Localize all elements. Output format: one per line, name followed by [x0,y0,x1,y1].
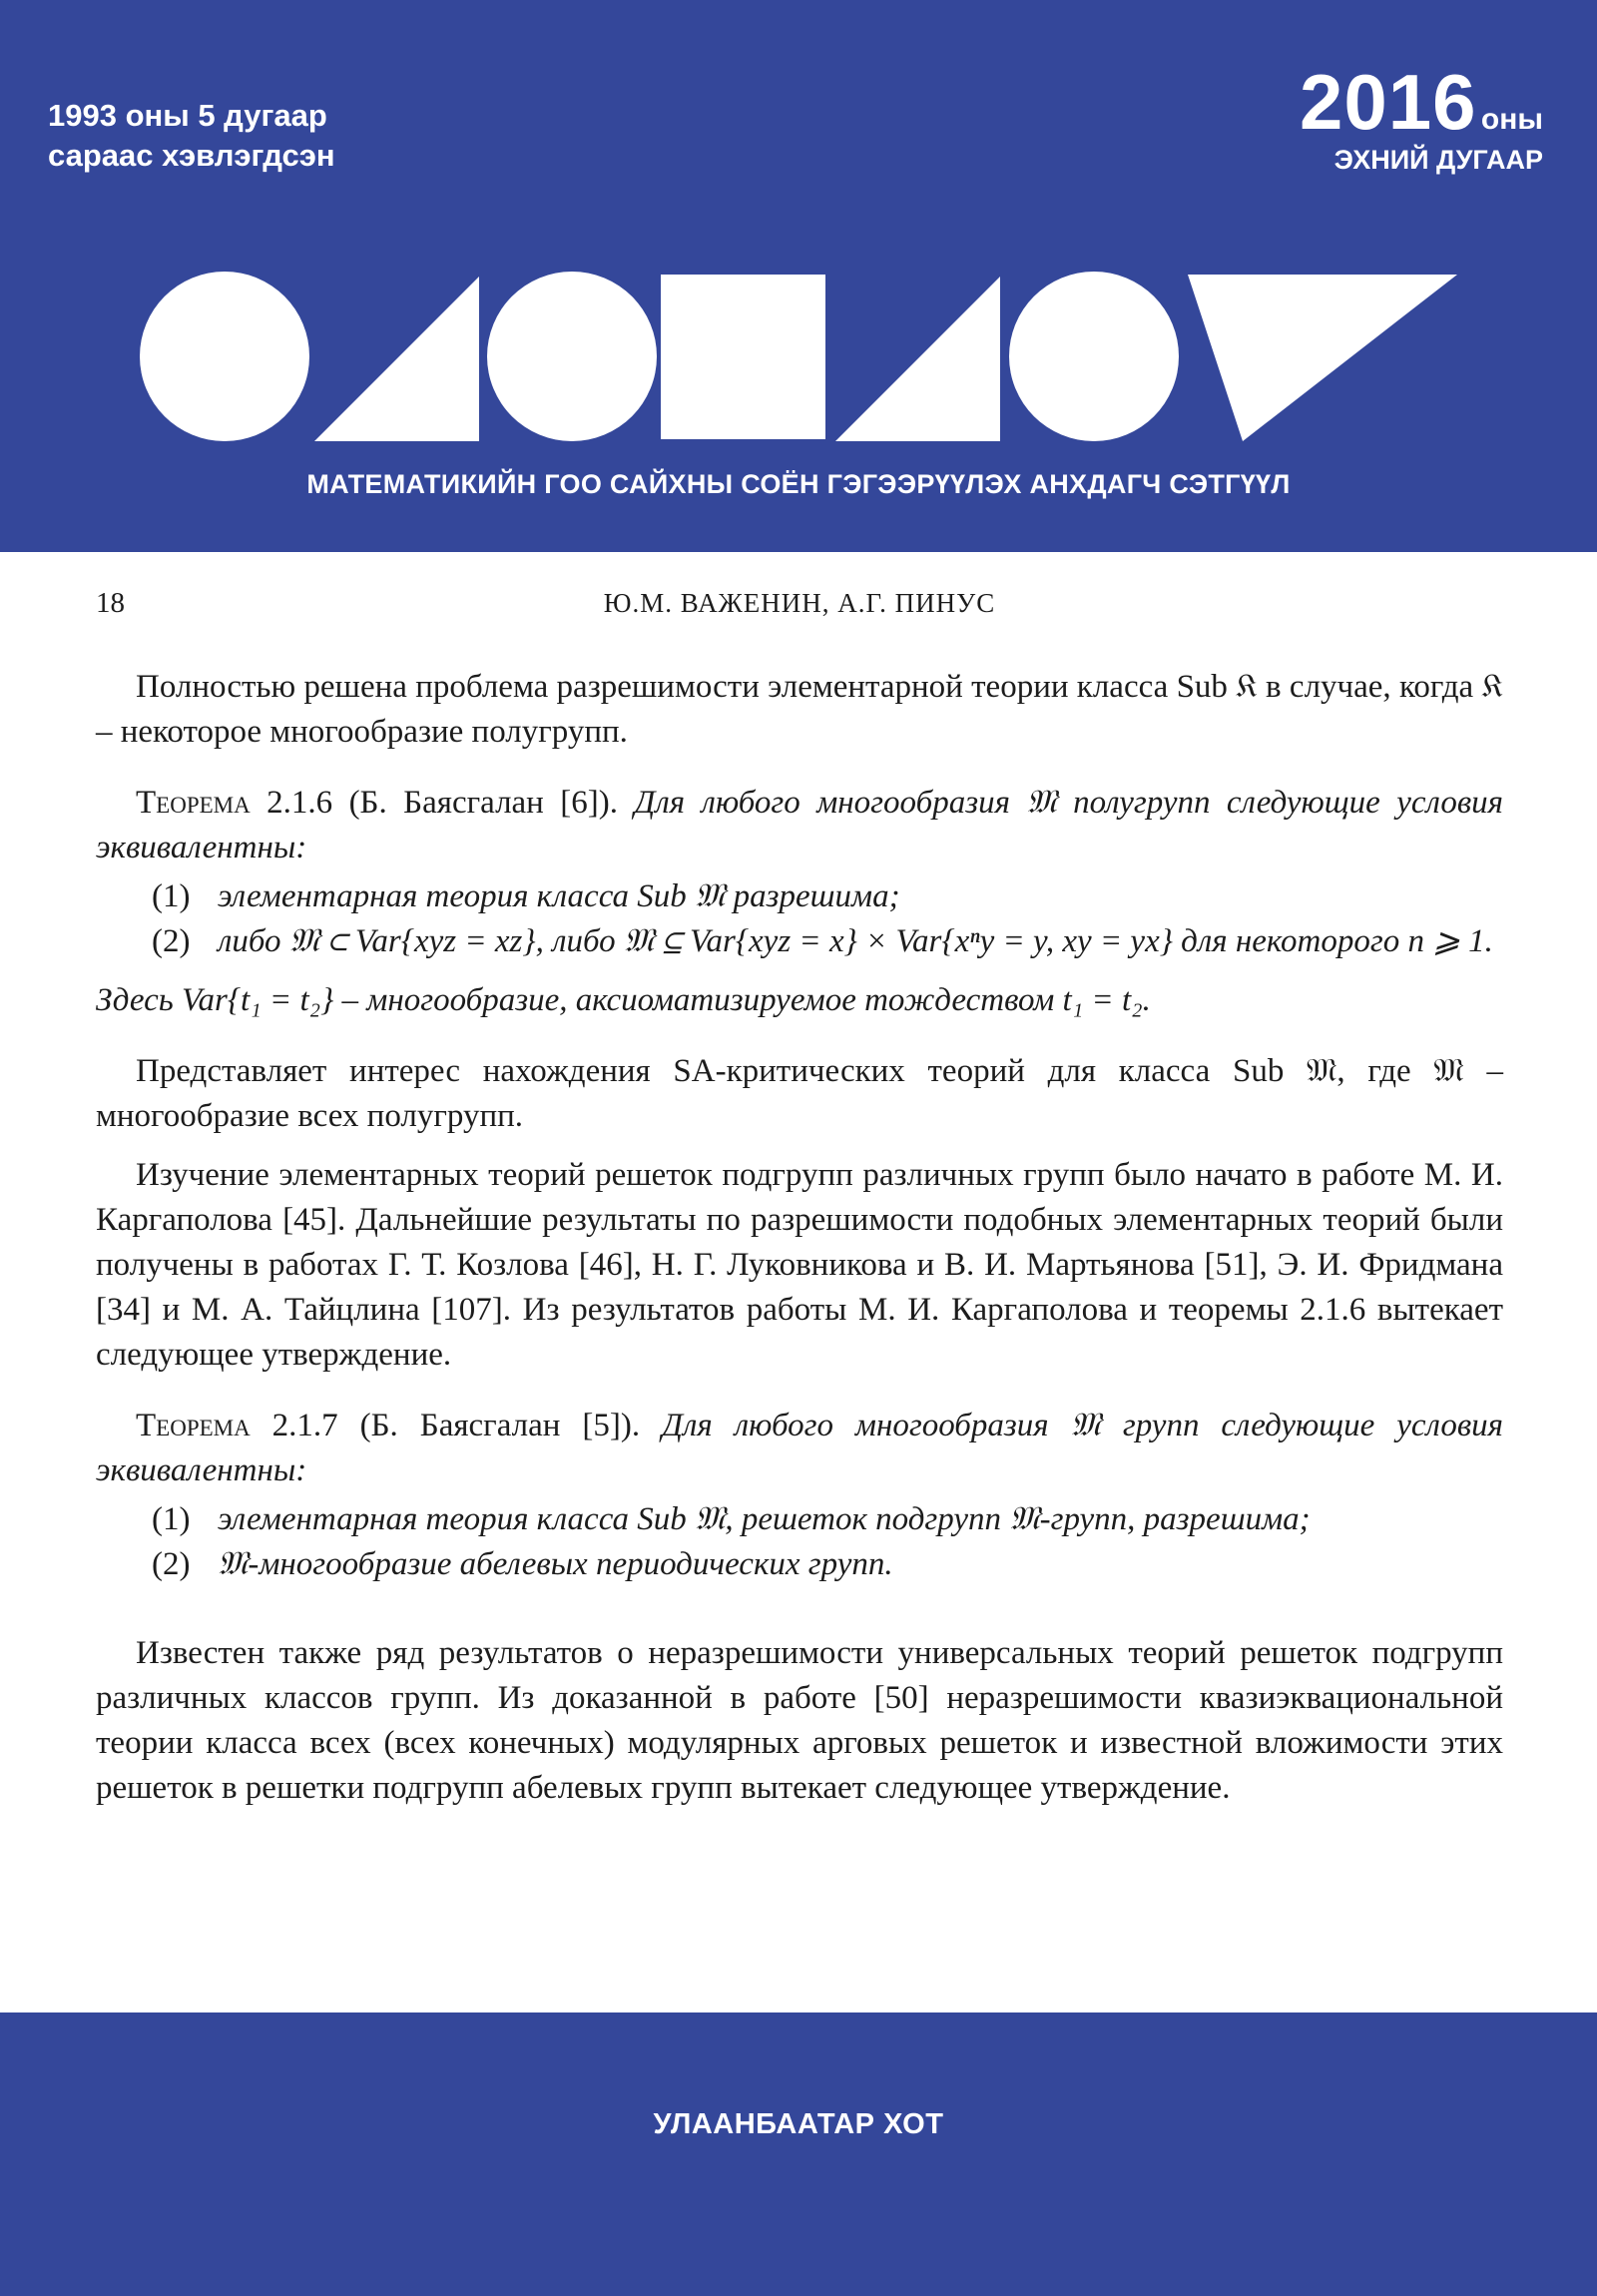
logo-triangle-icon [314,277,479,441]
logo-circle-icon [140,272,309,441]
theorem-label: Теорема 2.1.7 [136,1408,338,1443]
issue-info [1299,58,1543,178]
item-text: элементарная теория класса Sub 𝔐 разрешима; [218,878,900,914]
item-text: элементарная теория класса Sub 𝔐, решеток подгрупп 𝔐-групп, разрешима; [218,1501,1311,1537]
list-item [152,874,1503,919]
paragraph-4: Известен также ряд результатов о неразрешимости универсальных теорий решеток подгрупп различных классов групп. Из доказанной в работе [50] неразрешимости квазиэквациональной теории класса всех (всех конечных) модулярных арговых решеток и известной вложимости этих решеток в решетки подгрупп абелевых групп вытекает следующее утверждение. [96,1635,1503,1806]
publication-city: УЛААНБААТАР ХОТ [653,2108,944,2140]
paragraph-2: Представляет интерес нахождения SA-критических теорий для класса Sub 𝔐, где 𝔐 – многообразие всех полугрупп. [96,1053,1503,1134]
publication-since [48,96,335,176]
logo-circle-icon [1009,272,1179,441]
page-content [96,559,1503,1811]
page-number: 18 [96,587,125,619]
item-number: (2) [152,923,191,959]
list-item [152,1497,1503,1542]
theorem-source: (Б. Баясгалан [6]). [332,785,635,821]
theorem-2-1-7-conditions [152,1497,1503,1587]
logo-triangle-icon [835,277,1000,441]
theorem-2-1-6 [96,781,1503,870]
theorem-note: Здесь Var{t₁ = t₂} – многообразие, аксиоматизируемое тождеством t₁ = t₂. [96,982,1151,1018]
since-line-2: сараас хэвлэгдсэн [48,138,335,173]
cover-footer-band [0,2012,1597,2296]
theorem-2-1-7 [96,1404,1503,1493]
issue-year: 2016 [1299,58,1477,146]
item-number: (1) [152,878,191,914]
list-item [152,919,1503,964]
journal-logo [140,272,1457,446]
theorem-label: Теорема 2.1.6 [136,785,333,821]
item-number: (2) [152,1546,191,1582]
theorem-source: (Б. Баясгалан [5]). [337,1408,663,1443]
item-text: либо 𝔐 ⊂ Var{xyz = xz}, либо 𝔐 ⊆ Var{xyz = x} × Var{xⁿy = y, xy = yx} для некоторого n ⩾ 1. [218,923,1493,959]
running-head-authors: Ю.М. ВАЖЕНИН, А.Г. ПИНУС [603,588,996,618]
paragraph-1: Полностью решена проблема разрешимости элементарной теории класса Sub 𝔎 в случае, когда 𝔎 – некоторое многообразие полугрупп. [96,669,1503,750]
issue-label: ЭХНИЙ ДУГААР [1333,145,1543,175]
item-text: 𝔐-многообразие абелевых периодических групп. [218,1546,893,1582]
since-line-1: 1993 оны 5 дугаар [48,98,327,133]
journal-subtitle: МАТЕМАТИКИЙН ГОО САЙХНЫ СОЁН ГЭГЭЭРҮҮЛЭХ АНХДАГЧ СЭТГҮҮЛ [306,469,1291,499]
running-head [96,581,1503,651]
list-item [152,1542,1503,1587]
item-number: (1) [152,1501,191,1537]
issue-year-suffix: оны [1480,103,1543,136]
theorem-2-1-6-conditions [152,874,1503,964]
theorem-statement: Для любого многообразия 𝔐 полугрупп следующие условия эквивалентны: [96,785,1503,865]
theorem-statement: Для любого многообразия 𝔐 групп следующие условия эквивалентны: [96,1408,1504,1488]
logo-triangle-icon [1188,275,1457,441]
paragraph-3: Изучение элементарных теорий решеток подгрупп различных групп было начато в работе М. И. Каргаполова [45]. Дальнейшие результаты по разрешимости подобных элементарных теорий были получены в работах Г. Т. Козлова [46], Н. Г. Луковникова и В. И. Мартьянова [51], Э. И. Фридмана [34] и М. А. Тайцлина [107]. Из результатов работы М. И. Каргаполова и теоремы 2.1.6 вытекает следующее утверждение. [96,1157,1503,1373]
logo-square-icon [661,275,825,439]
logo-circle-icon [487,272,657,441]
